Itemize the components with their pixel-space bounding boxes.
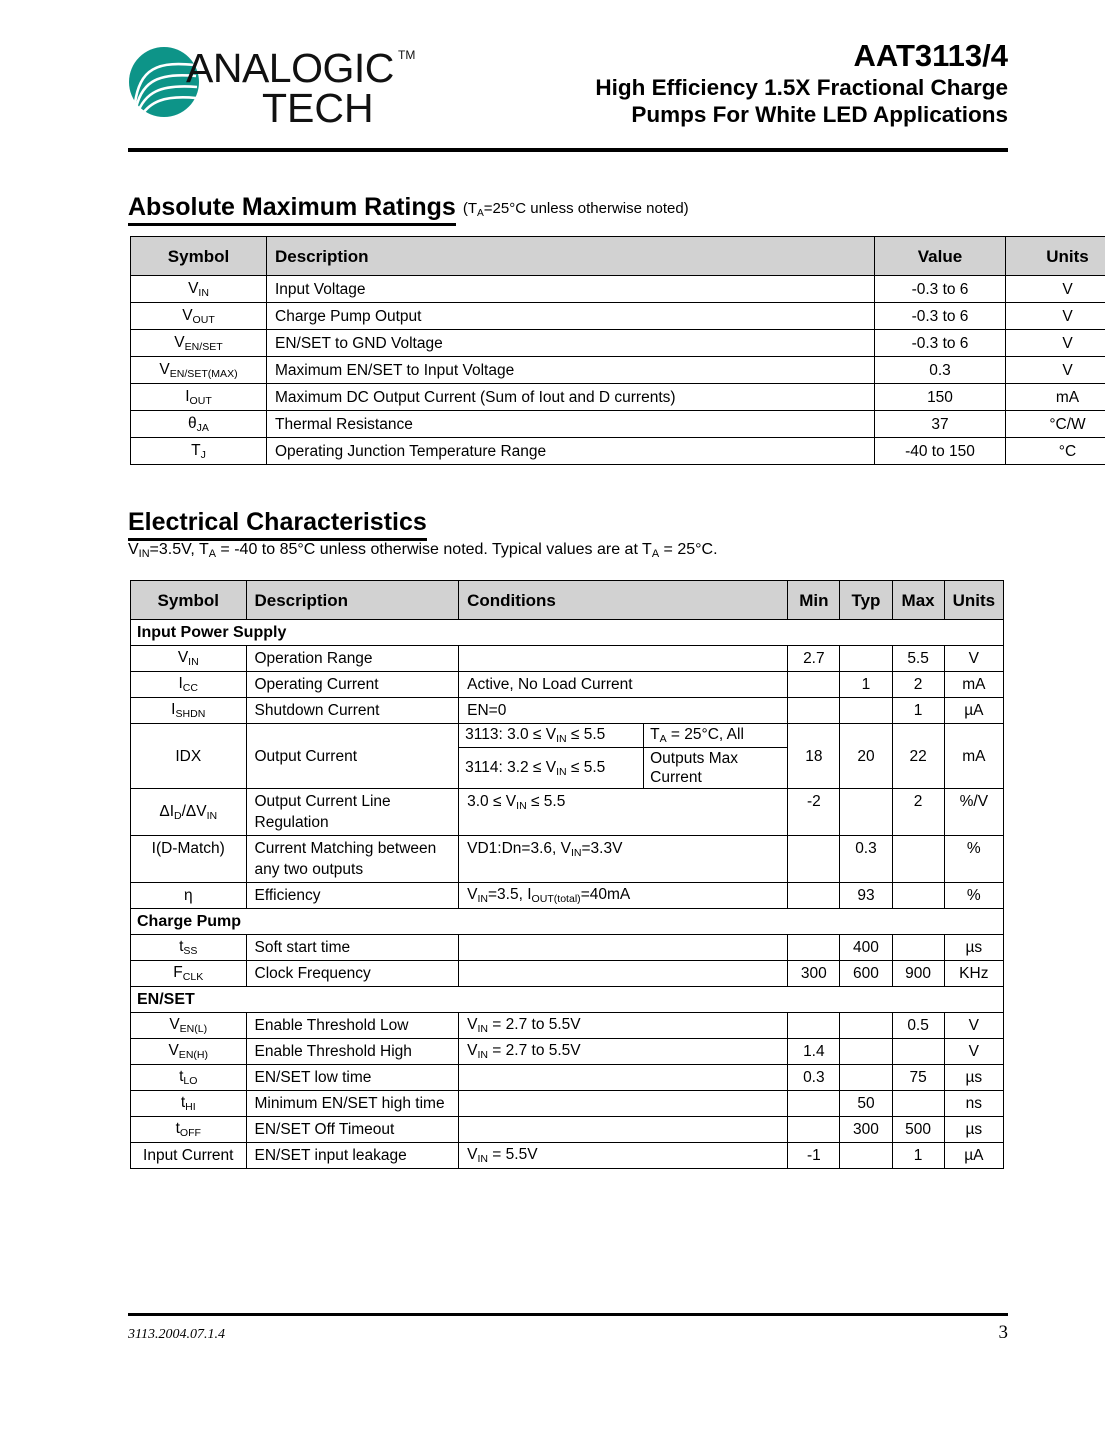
cell-symbol: $t_{OFF}$ [131, 1117, 247, 1143]
cell-symbol: $T_J$ [131, 438, 267, 465]
cell-min [788, 883, 840, 909]
column-header-max: Max [892, 581, 944, 620]
table-row [131, 1091, 1004, 1117]
cell-min [788, 836, 840, 883]
table-header-row [131, 237, 1105, 276]
table-row [131, 1065, 1004, 1091]
cell-units: % [944, 836, 1003, 883]
cell-max [892, 883, 944, 909]
cell-max: 2 [892, 789, 944, 836]
cell-typ: 600 [840, 961, 892, 987]
column-header-min: Min [788, 581, 840, 620]
table-row [131, 672, 1004, 698]
abs-max-note: ($T_A=25^\circ C$ unless otherwise noted) [462, 200, 689, 220]
absolute-maximum-ratings-table [130, 236, 1105, 465]
cell-units: µA [944, 698, 1003, 724]
cell-symbol: Input Current [131, 1143, 247, 1169]
cell-units: V [1006, 303, 1105, 330]
cell-description-line2: any two outputs [254, 861, 364, 878]
cell-units: V [1006, 357, 1105, 384]
cell-symbol: $\theta_{JA}$ [131, 411, 267, 438]
table-row [131, 276, 1105, 303]
cell-max: 0.5 [892, 1013, 944, 1039]
abs-max-section-heading [128, 193, 689, 226]
document-subtitle-line2: Pumps For White LED Applications [631, 102, 1008, 127]
cell-description: Output Current [246, 724, 459, 789]
cell-conditions: $V_{IN} = 2.7$ to 5.5V [459, 1013, 788, 1039]
cell-max: 1 [892, 698, 944, 724]
cell-typ: 50 [840, 1091, 892, 1117]
table-group-header-row [131, 987, 1004, 1013]
cell-symbol: $\Delta I_D/\Delta V_{IN}$ [131, 789, 247, 836]
cell-units: µs [944, 935, 1003, 961]
cell-symbol: $V_{EN/SET}$ [131, 330, 267, 357]
cell-description: Operating Current [246, 672, 459, 698]
cell-description: Enable Threshold High [246, 1039, 459, 1065]
cell-description: EN/SET input leakage [246, 1143, 459, 1169]
cell-max: 5.5 [892, 646, 944, 672]
cell-symbol: $V_{IN}$ [131, 276, 267, 303]
footer-page-number: 3 [998, 1322, 1008, 1343]
cell-symbol: $V_{IN}$ [131, 646, 247, 672]
cell-description: Soft start time [246, 935, 459, 961]
cell-value: 0.3 [875, 357, 1006, 384]
column-header-conditions: Conditions [459, 581, 788, 620]
cell-description-line2: Regulation [254, 814, 329, 831]
elec-char-section-heading [128, 508, 427, 541]
cell-conditions: $V_{IN} = 2.7$ to 5.5V [459, 1039, 788, 1065]
cell-units: ns [944, 1091, 1003, 1117]
cell-description: Minimum EN/SET high time [246, 1091, 459, 1117]
idx-range-3113: 3113: $3.0 \le V_{IN} \le 5.5$ [459, 724, 644, 748]
cell-max [892, 836, 944, 883]
logo-word-tech: TECH [262, 85, 374, 131]
cell-symbol: $t_{SS}$ [131, 935, 247, 961]
table-row [131, 883, 1004, 909]
cell-max [892, 1091, 944, 1117]
cell-value: -40 to 150 [875, 438, 1006, 465]
cell-value: -0.3 to 6 [875, 276, 1006, 303]
column-header-units: Units [944, 581, 1003, 620]
cell-typ [840, 1143, 892, 1169]
cell-symbol: $F_{CLK}$ [131, 961, 247, 987]
table-header-row [131, 581, 1004, 620]
document-subtitle-line1: High Efficiency 1.5X Fractional Charge [595, 75, 1008, 100]
cell-conditions [459, 961, 788, 987]
cell-units: °C [1006, 438, 1105, 465]
cell-typ [840, 789, 892, 836]
table-row [131, 1039, 1004, 1065]
cell-description-line1: Current Matching between [254, 840, 437, 857]
cell-typ [840, 646, 892, 672]
column-header-symbol: Symbol [131, 581, 247, 620]
cell-conditions [459, 1065, 788, 1091]
cell-typ: 93 [840, 883, 892, 909]
cell-max: 500 [892, 1117, 944, 1143]
cell-conditions: $V_{IN} = 5.5V$ [459, 1143, 788, 1169]
cell-units: % [944, 883, 1003, 909]
cell-conditions: $3.0 \le V_{IN} \le 5.5$ [459, 789, 788, 836]
cell-value: 37 [875, 411, 1006, 438]
cell-description: Operating Junction Temperature Range [267, 438, 875, 465]
table-row [131, 935, 1004, 961]
cell-symbol: $V_{EN/SET(MAX)}$ [131, 357, 267, 384]
cell-description: Maximum DC Output Current (Sum of Iout and D currents) [267, 384, 875, 411]
cell-min: 1.4 [788, 1039, 840, 1065]
table-row [131, 961, 1004, 987]
column-header-description: Description [246, 581, 459, 620]
cell-description: Charge Pump Output [267, 303, 875, 330]
cell-conditions [459, 935, 788, 961]
logo-trademark-symbol: TM [398, 48, 416, 62]
cell-units: V [944, 1039, 1003, 1065]
company-logo [128, 44, 428, 144]
column-header-value: Value [875, 237, 1006, 276]
cell-description: EN/SET low time [246, 1065, 459, 1091]
cell-conditions: VD1:Dn=3.6, $V_{IN}=3.3V$ [459, 836, 788, 883]
cell-description-line1: Output Current Line [254, 793, 391, 810]
cell-typ [840, 1039, 892, 1065]
cell-units: V [944, 646, 1003, 672]
logo-wordmark [186, 44, 436, 142]
group-label-input-power-supply: Input Power Supply [131, 620, 1004, 646]
cell-units: V [944, 1013, 1003, 1039]
cell-units: °C/W [1006, 411, 1105, 438]
cell-min: 300 [788, 961, 840, 987]
cell-conditions [459, 1091, 788, 1117]
idx-note-line1: $T_A = 25^\circ C$, All [644, 724, 788, 748]
cell-description: Shutdown Current [246, 698, 459, 724]
idx-range-3114: 3114: $3.2 \le V_{IN} \le 5.5$ [459, 748, 644, 789]
cell-min [788, 698, 840, 724]
cell-conditions: Active, No Load Current [459, 672, 788, 698]
idx-condition-row-3113 [459, 724, 787, 748]
cell-units: V [1006, 330, 1105, 357]
cell-min [788, 1013, 840, 1039]
cell-description [246, 836, 459, 883]
cell-symbol: $t_{LO}$ [131, 1065, 247, 1091]
cell-typ [840, 1013, 892, 1039]
column-header-typ: Typ [840, 581, 892, 620]
table-row [131, 1143, 1004, 1169]
cell-description: Enable Threshold Low [246, 1013, 459, 1039]
cell-description: Operation Range [246, 646, 459, 672]
header-divider [128, 148, 1008, 152]
cell-symbol: η [131, 883, 247, 909]
cell-min [788, 672, 840, 698]
cell-description: Maximum EN/SET to Input Voltage [267, 357, 875, 384]
cell-typ [840, 1065, 892, 1091]
table-row [131, 836, 1004, 883]
cell-conditions: $V_{IN}=3.5$, $I_{OUT(total)}=40mA$ [459, 883, 788, 909]
cell-units: µs [944, 1065, 1003, 1091]
cell-value: -0.3 to 6 [875, 330, 1006, 357]
cell-symbol: $t_{HI}$ [131, 1091, 247, 1117]
footer-divider [128, 1313, 1008, 1316]
cell-typ: 0.3 [840, 836, 892, 883]
cell-max: 2 [892, 672, 944, 698]
cell-description: Efficiency [246, 883, 459, 909]
cell-min [788, 935, 840, 961]
cell-description: EN/SET to GND Voltage [267, 330, 875, 357]
cell-min: -2 [788, 789, 840, 836]
cell-min: 18 [788, 724, 840, 789]
cell-symbol: IDX [131, 724, 247, 789]
elec-char-title: Electrical Characteristics [128, 508, 427, 541]
idx-condition-row-3114 [459, 748, 787, 789]
cell-description: EN/SET Off Timeout [246, 1117, 459, 1143]
cell-units: mA [1006, 384, 1105, 411]
cell-symbol: $I_{SHDN}$ [131, 698, 247, 724]
cell-typ: 20 [840, 724, 892, 789]
table-row [131, 330, 1105, 357]
elec-char-test-conditions: $V_{IN}=3.5V$, $T_A = -40$ to 85°C unless otherwise noted. Typical values are at $T_A = 25^\circ C$. [128, 541, 718, 561]
cell-description [246, 789, 459, 836]
cell-min: 0.3 [788, 1065, 840, 1091]
cell-units: µA [944, 1143, 1003, 1169]
cell-min [788, 1091, 840, 1117]
cell-units: KHz [944, 961, 1003, 987]
table-group-header-row [131, 620, 1004, 646]
table-row [131, 357, 1105, 384]
column-header-description: Description [267, 237, 875, 276]
cell-units: mA [944, 724, 1003, 789]
page-header [128, 38, 1008, 146]
cell-typ: 1 [840, 672, 892, 698]
cell-symbol: $V_{EN(L)}$ [131, 1013, 247, 1039]
cell-value: -0.3 to 6 [875, 303, 1006, 330]
cell-value: 150 [875, 384, 1006, 411]
idx-note-line2: Outputs Max Current [644, 748, 788, 789]
table-row [131, 384, 1105, 411]
cell-symbol: $V_{OUT}$ [131, 303, 267, 330]
cell-max [892, 1039, 944, 1065]
cell-units: %/V [944, 789, 1003, 836]
part-number: AAT3113/4 [853, 38, 1008, 73]
cell-description: Thermal Resistance [267, 411, 875, 438]
table-row [131, 411, 1105, 438]
table-row [131, 789, 1004, 836]
table-row [131, 698, 1004, 724]
logo-word-analogic: ANALOGIC [186, 45, 394, 91]
cell-typ: 300 [840, 1117, 892, 1143]
cell-units: µs [944, 1117, 1003, 1143]
table-row [131, 438, 1105, 465]
cell-max: 22 [892, 724, 944, 789]
cell-conditions-split [459, 724, 788, 789]
cell-max: 75 [892, 1065, 944, 1091]
table-row [131, 303, 1105, 330]
cell-min [788, 1117, 840, 1143]
cell-symbol: $I_{CC}$ [131, 672, 247, 698]
column-header-units: Units [1006, 237, 1105, 276]
cell-description: Input Voltage [267, 276, 875, 303]
cell-symbol: $V_{EN(H)}$ [131, 1039, 247, 1065]
footer-document-code: 3113.2004.07.1.4 [128, 1327, 225, 1342]
cell-min: 2.7 [788, 646, 840, 672]
group-label-charge-pump: Charge Pump [131, 909, 1004, 935]
idx-conditions-subtable [459, 724, 787, 788]
cell-description: Clock Frequency [246, 961, 459, 987]
column-header-symbol: Symbol [131, 237, 267, 276]
electrical-characteristics-table [130, 580, 1004, 1169]
cell-conditions [459, 646, 788, 672]
cell-units: V [1006, 276, 1105, 303]
cell-typ [840, 698, 892, 724]
table-row [131, 1117, 1004, 1143]
group-label-en-set: EN/SET [131, 987, 1004, 1013]
table-row [131, 1013, 1004, 1039]
abs-max-title: Absolute Maximum Ratings [128, 193, 456, 226]
cell-max: 1 [892, 1143, 944, 1169]
cell-conditions: EN=0 [459, 698, 788, 724]
document-title-block [448, 38, 1008, 128]
cell-units: mA [944, 672, 1003, 698]
cell-min: -1 [788, 1143, 840, 1169]
cell-symbol: I(D-Match) [131, 836, 247, 883]
table-row-idx [131, 724, 1004, 789]
cell-symbol: $I_{OUT}$ [131, 384, 267, 411]
cell-conditions [459, 1117, 788, 1143]
cell-max [892, 935, 944, 961]
cell-max: 900 [892, 961, 944, 987]
table-group-header-row [131, 909, 1004, 935]
cell-typ: 400 [840, 935, 892, 961]
table-row [131, 646, 1004, 672]
